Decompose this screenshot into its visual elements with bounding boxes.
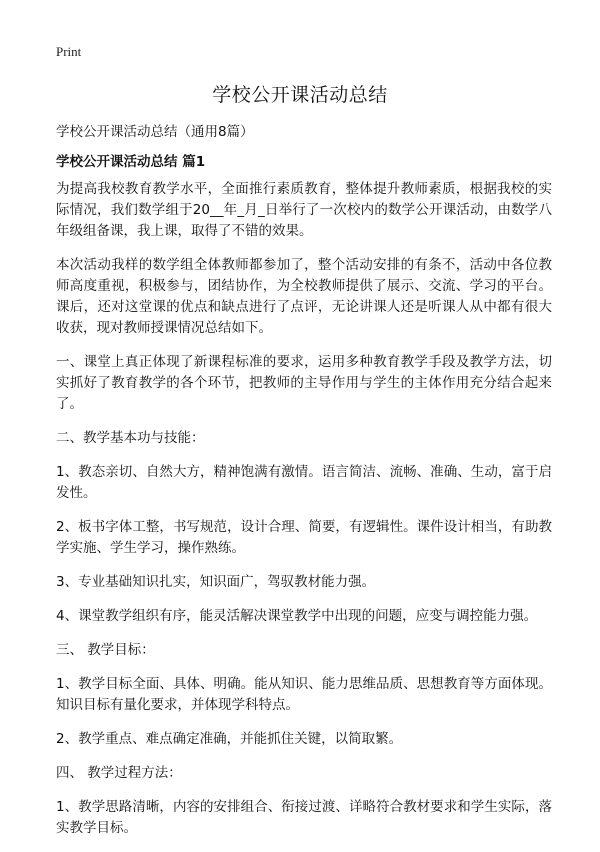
point-one-paragraph: 一、课堂上真正体现了新课程标准的要求，运用多种教育教学手段及教学方法，切实抓好了教育教学的各个环节，把教师的主导作用与学生的主体作用充分结合起来了。 <box>56 354 552 412</box>
basic-skills-heading: 二、教学基本功与技能： <box>56 430 205 446</box>
document-body <box>56 179 552 852</box>
skills-item-2: 2、板书字体工整，书写规范，设计合理、简要，有逻辑性。课件设计相当，有助教学实施、学生学习，操作熟练。 <box>56 519 552 556</box>
skills-item-3: 3、专业基础知识扎实，知识面广，驾驭教材能力强。 <box>56 574 376 590</box>
activity-paragraph: 本次活动我样的数学组全体教师都参加了，整个活动安排的有条不，活动中各位教师高度重视，积极参与，团结协作，为全校教师提供了展示、交流、学习的平台。课后，还对这堂课的优点和缺点进行了点评，无论讲课人还是听课人从中都有很大收获，现对教师授课情况总结如下。 <box>56 257 552 336</box>
intro-paragraph: 为提高我校教育教学水平，全面推行素质教育，整体提升教师素质，根据我校的实际情况，我们数学组于20__年_月_日举行了一次校内的数学公开课活动，由数学八年级组备课，我上课，取得了不错的效果。 <box>56 181 552 239</box>
document-title: 学校公开课活动总结 <box>212 84 388 106</box>
process-method-heading: 四、 教学过程方法： <box>56 765 182 781</box>
section-heading: 学校公开课活动总结 篇1 <box>56 154 206 170</box>
document-subtitle: 学校公开课活动总结（通用8篇） <box>56 124 254 140</box>
process-item-1: 1、教学思路清晰，内容的安排组合、衔接过渡、详略符合教材要求和学生实际，落实教学目标。 <box>56 799 552 836</box>
skills-item-4: 4、课堂教学组织有序，能灵活解决课堂教学中出现的问题，应变与调控能力强。 <box>56 608 538 624</box>
skills-item-1: 1、教态亲切、自然大方，精神饱满有激情。语言简洁、流畅、准确、生动，富于启发性。 <box>56 464 552 501</box>
goals-item-1: 1、教学目标全面、具体、明确。能从知识、能力思维品质、思想教育等方面体现。知识目标有量化要求，并体现学科特点。 <box>56 676 552 713</box>
goals-item-2: 2、教学重点、难点确定准确，并能抓住关键，以简取繁。 <box>56 731 403 747</box>
teaching-goals-heading: 三、 教学目标： <box>56 642 155 658</box>
print-label: Print <box>56 44 82 59</box>
